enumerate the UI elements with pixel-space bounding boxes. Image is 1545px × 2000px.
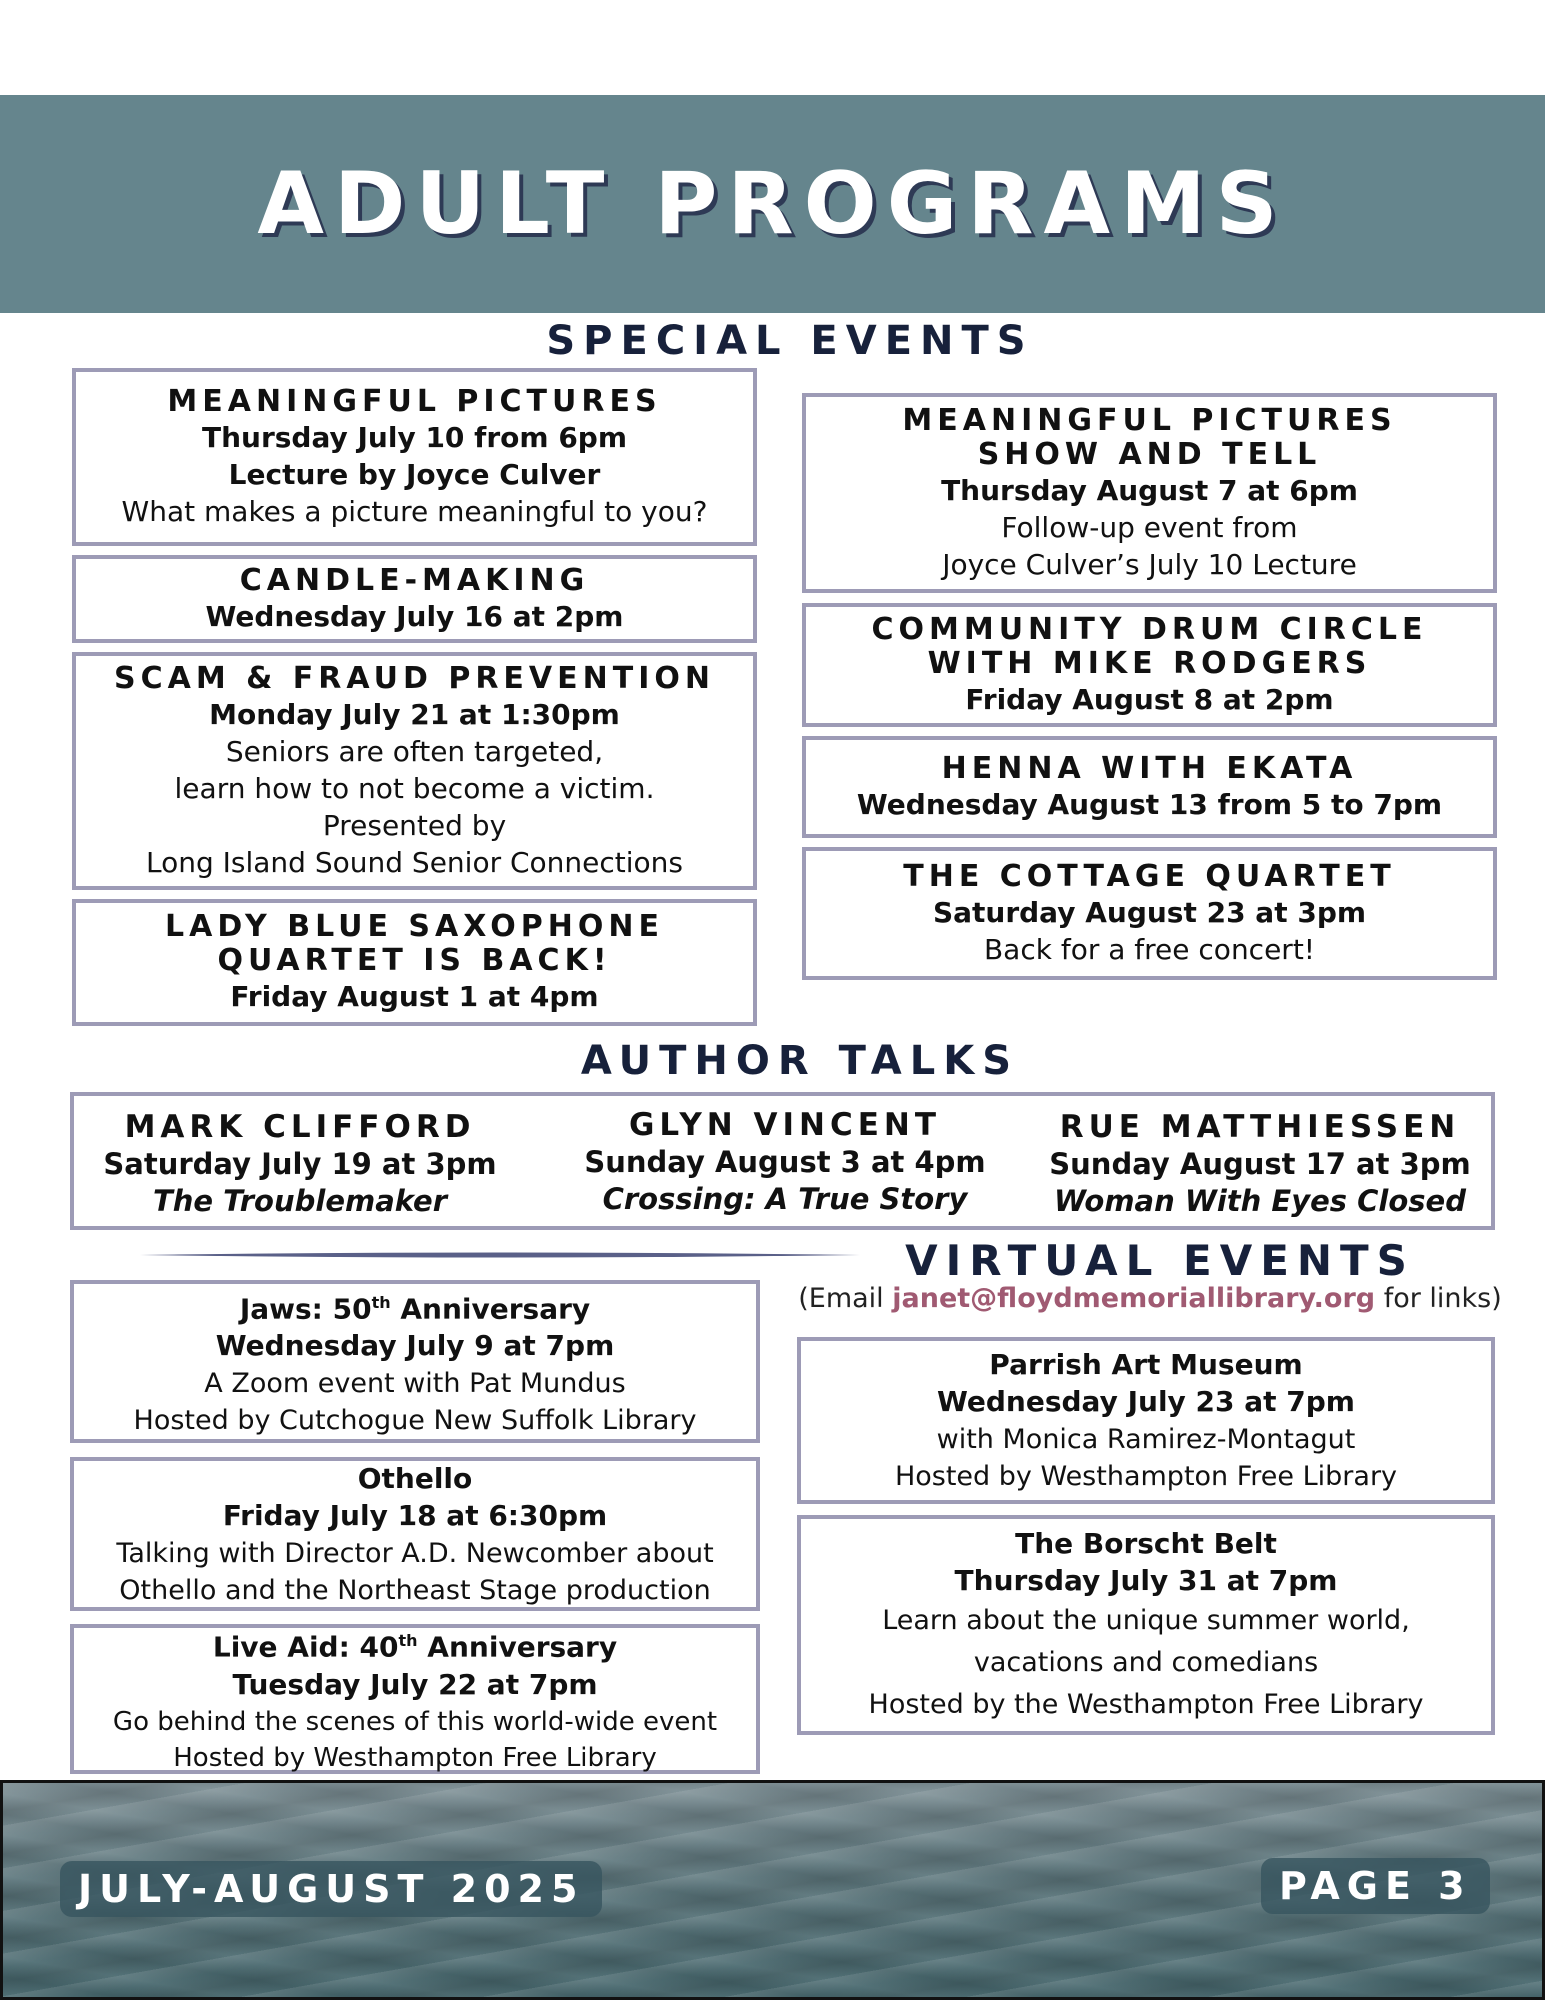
virtual-event-othello [70, 1457, 760, 1611]
virtual-event-date: Tuesday July 22 at 7pm [232, 1667, 598, 1701]
event-description: What makes a picture meaningful to you? [121, 494, 708, 528]
event-meaningful-pictures-show-and-tell [802, 393, 1497, 593]
event-community-drum-circle [802, 603, 1497, 727]
event-title: HENNA WITH EKATA [941, 750, 1358, 786]
virtual-event-line: Hosted by the Westhampton Free Library [868, 1688, 1424, 1720]
event-date: Friday August 8 at 2pm [965, 682, 1334, 716]
virtual-events-email-note [790, 1283, 1510, 1314]
author-date: Sunday August 3 at 4pm [584, 1145, 986, 1179]
event-line: Follow-up event from [1001, 510, 1298, 544]
virtual-event-name: Jaws: 50th Anniversary [239, 1292, 591, 1326]
virtual-event-name: Live Aid: 40th Anniversary [212, 1630, 618, 1664]
event-date: Wednesday August 13 from 5 to 7pm [856, 787, 1443, 821]
author-glyn-vincent [570, 1106, 1000, 1218]
special-events-heading: SPECIAL EVENTS [546, 318, 1034, 364]
event-description: Back for a free concert! [983, 932, 1316, 966]
virtual-event-line: vacations and comedians [973, 1646, 1319, 1678]
virtual-event-line: Go behind the scenes of this world-wide event [112, 1706, 718, 1737]
page-banner [0, 95, 1545, 313]
event-henna-with-ekata [802, 736, 1497, 838]
event-date: Monday July 21 at 1:30pm [209, 697, 620, 731]
email-suffix: for links) [1375, 1283, 1502, 1314]
footer-page-number: PAGE 3 [1261, 1858, 1490, 1914]
virtual-event-live-aid [70, 1624, 760, 1774]
event-title-line: WITH MIKE RODGERS [927, 645, 1372, 681]
event-date: Thursday August 7 at 6pm [941, 473, 1358, 507]
virtual-event-date: Wednesday July 9 at 7pm [215, 1329, 615, 1363]
author-book: Woman With Eyes Closed [1054, 1184, 1466, 1218]
virtual-event-line: Talking with Director A.D. Newcomber about [116, 1537, 714, 1569]
author-date: Saturday July 19 at 3pm [103, 1147, 497, 1181]
event-date: Wednesday July 16 at 2pm [205, 599, 624, 633]
event-line: Long Island Sound Senior Connections [145, 845, 684, 879]
virtual-event-date: Wednesday July 23 at 7pm [937, 1385, 1355, 1418]
author-book: Crossing: A True Story [602, 1182, 968, 1216]
author-name: GLYN VINCENT [628, 1107, 942, 1143]
event-title-line: COMMUNITY DRUM CIRCLE [871, 611, 1428, 647]
virtual-events-heading: VIRTUAL EVENTS [905, 1236, 1415, 1285]
email-prefix: (Email [798, 1283, 893, 1314]
event-date: Friday August 1 at 4pm [230, 980, 599, 1013]
virtual-event-date: Friday July 18 at 6:30pm [222, 1498, 608, 1532]
event-line: Seniors are often targeted, [225, 734, 604, 768]
footer-ocean-banner [0, 1780, 1545, 2000]
event-subtitle: Lecture by Joyce Culver [228, 457, 601, 491]
event-candle-making [72, 555, 757, 643]
virtual-event-borscht-belt [797, 1515, 1495, 1735]
author-rue-matthiessen [1030, 1108, 1490, 1220]
event-title: THE COTTAGE QUARTET [903, 858, 1396, 894]
virtual-event-line: Othello and the Northeast Stage production [119, 1574, 711, 1606]
event-title-line: SHOW AND TELL [977, 436, 1322, 472]
event-scam-fraud-prevention [72, 652, 757, 890]
virtual-event-line: with Monica Ramirez-Montagut [936, 1424, 1356, 1455]
virtual-event-jaws [70, 1280, 760, 1443]
virtual-event-line: Hosted by Cutchogue New Suffolk Library [133, 1405, 697, 1437]
virtual-event-line: Hosted by Westhampton Free Library [894, 1461, 1398, 1492]
virtual-event-line: A Zoom event with Pat Mundus [204, 1368, 626, 1400]
author-name: MARK CLIFFORD [124, 1109, 476, 1145]
virtual-event-parrish-art-museum [797, 1337, 1495, 1504]
event-title: SCAM & FRAUD PREVENTION [114, 660, 715, 696]
page-title: ADULT PROGRAMS [257, 154, 1288, 254]
event-line: Presented by [322, 808, 507, 842]
author-talks-heading: AUTHOR TALKS [580, 1038, 1020, 1084]
virtual-event-line: Learn about the unique summer world, [882, 1604, 1410, 1636]
virtual-event-date: Thursday July 31 at 7pm [954, 1563, 1338, 1597]
event-title-line: QUARTET IS BACK! [217, 943, 612, 978]
virtual-event-name: The Borscht Belt [1015, 1526, 1277, 1560]
author-book: The Troublemaker [152, 1184, 448, 1218]
author-date: Sunday August 17 at 3pm [1049, 1147, 1471, 1181]
event-meaningful-pictures [72, 368, 757, 546]
event-title: MEANINGFUL PICTURES [167, 383, 662, 419]
virtual-event-name: Parrish Art Museum [989, 1348, 1303, 1381]
author-name: RUE MATTHIESSEN [1059, 1109, 1461, 1145]
virtual-event-line: Hosted by Westhampton Free Library [173, 1742, 657, 1773]
event-date: Saturday August 23 at 3pm [932, 895, 1367, 929]
email-link[interactable]: janet@floydmemoriallibrary.org [892, 1283, 1376, 1314]
footer-issue-label: JULY-AUGUST 2025 [60, 1861, 602, 1917]
section-divider [140, 1248, 860, 1262]
event-lady-blue-saxophone [72, 899, 757, 1026]
event-cottage-quartet [802, 847, 1497, 980]
event-line: learn how to not become a victim. [174, 771, 655, 805]
event-date: Thursday July 10 from 6pm [201, 420, 628, 454]
event-line: Joyce Culver’s July 10 Lecture [942, 547, 1357, 581]
virtual-event-name: Othello [357, 1461, 473, 1495]
event-title-line: MEANINGFUL PICTURES [902, 402, 1397, 438]
event-title-line: LADY BLUE SAXOPHONE [164, 909, 665, 944]
author-mark-clifford [85, 1108, 515, 1220]
event-title: CANDLE-MAKING [239, 562, 590, 598]
